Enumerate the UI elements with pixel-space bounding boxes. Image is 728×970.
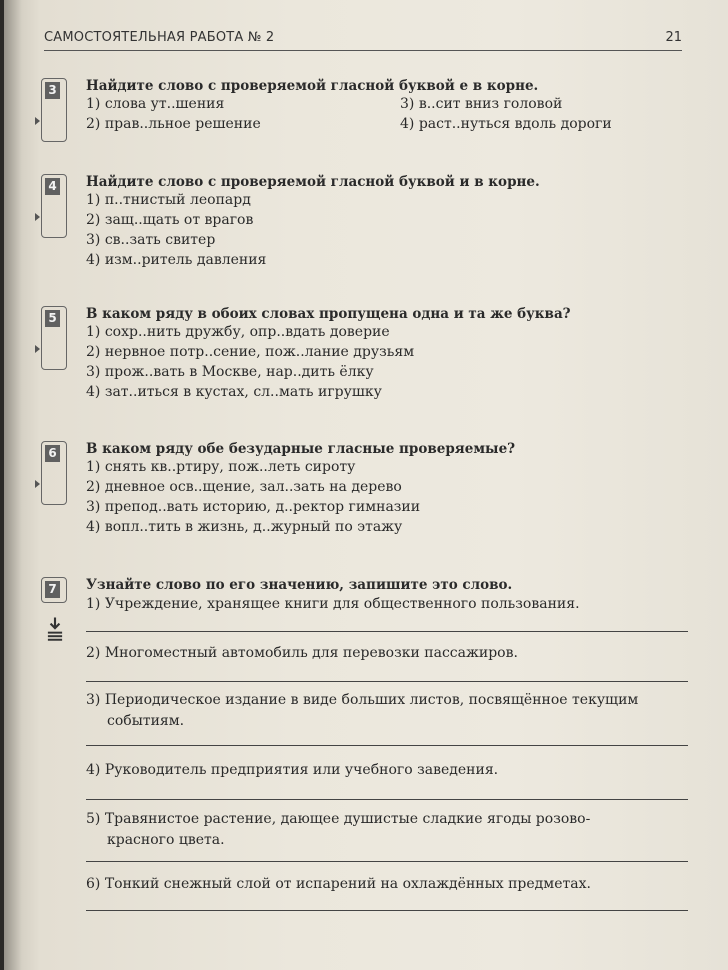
option: 4) вопл..тить в жизнь, д..журный по этажу bbox=[86, 519, 403, 535]
arrow-marker-icon bbox=[35, 117, 40, 125]
definition-text: 5) Травянистое растение, дающее душистые сладкие ягоды розово- bbox=[86, 811, 591, 827]
task-6 bbox=[38, 439, 688, 535]
task-3 bbox=[38, 76, 688, 146]
option: 1) сохр..нить дружбу, опр..вдать доверие bbox=[86, 324, 390, 340]
page bbox=[4, 0, 728, 970]
task-number-badge: 5 bbox=[45, 310, 60, 327]
option: 3) прож..вать в Москве, нар..дить ёлку bbox=[86, 364, 374, 380]
task-question: Найдите слово с проверяемой гласной буквой е в корне. bbox=[86, 78, 539, 94]
arrow-marker-icon bbox=[35, 213, 40, 221]
binding-shadow bbox=[4, 0, 22, 970]
definition-text: 4) Руководитель предприятия или учебного заведения. bbox=[86, 762, 499, 778]
option: 3) в..сит вниз головой bbox=[400, 96, 563, 112]
option: 2) защ..щать от врагов bbox=[86, 212, 254, 228]
answer-line[interactable] bbox=[86, 745, 688, 746]
option: 2) дневное осв..щение, зал..зать на дерево bbox=[86, 479, 402, 495]
task-question: Узнайте слово по его значению, запишите это слово. bbox=[86, 577, 513, 593]
header-title: САМОСТОЯТЕЛЬНАЯ РАБОТА № 2 bbox=[44, 30, 275, 45]
definition-text: 1) Учреждение, хранящее книги для общественного пользования. bbox=[86, 596, 580, 612]
task-7 bbox=[38, 575, 688, 920]
task-4 bbox=[38, 172, 688, 268]
definition-text: 3) Периодическое издание в виде больших листов, посвящённое текущим bbox=[86, 692, 639, 708]
option: 1) п..тнистый леопард bbox=[86, 192, 251, 208]
definition-text: 2) Многоместный автомобиль для перевозки пассажиров. bbox=[86, 645, 518, 661]
task-question: В каком ряду обе безударные гласные проверяемые? bbox=[86, 441, 516, 457]
task-number-badge: 6 bbox=[45, 445, 60, 462]
task-number-badge: 3 bbox=[45, 82, 60, 99]
option: 4) раст..нуться вдоль дороги bbox=[400, 116, 612, 132]
definition-text: 6) Тонкий снежный слой от испарений на охлаждённых предметах. bbox=[86, 876, 591, 892]
option: 3) препод..вать историю, д..ректор гимназии bbox=[86, 499, 421, 515]
option: 2) прав..льное решение bbox=[86, 116, 261, 132]
answer-line[interactable] bbox=[86, 799, 688, 800]
task-question: Найдите слово с проверяемой гласной буквой и в корне. bbox=[86, 174, 540, 190]
answer-line[interactable] bbox=[86, 861, 688, 862]
definition-text-cont: красного цвета. bbox=[107, 832, 225, 848]
task-number-badge: 4 bbox=[45, 178, 60, 195]
task-5 bbox=[38, 304, 688, 400]
answer-line[interactable] bbox=[86, 681, 688, 682]
option: 4) изм..ритель давления bbox=[86, 252, 267, 268]
running-header bbox=[44, 28, 682, 51]
arrow-marker-icon bbox=[35, 480, 40, 488]
answer-line[interactable] bbox=[86, 631, 688, 632]
option: 4) зат..иться в кустах, сл..мать игрушку bbox=[86, 384, 382, 400]
download-icon bbox=[47, 615, 63, 643]
option: 3) св..зать свитер bbox=[86, 232, 216, 248]
page-number: 21 bbox=[665, 30, 682, 45]
option: 2) нервное потр..сение, пож..лание друзьям bbox=[86, 344, 415, 360]
task-number-badge: 7 bbox=[45, 581, 60, 598]
option: 1) снять кв..ртиру, пож..леть сироту bbox=[86, 459, 356, 475]
option: 1) слова ут..шения bbox=[86, 96, 225, 112]
answer-line[interactable] bbox=[86, 910, 688, 911]
arrow-marker-icon bbox=[35, 345, 40, 353]
task-question: В каком ряду в обоих словах пропущена одна и та же буква? bbox=[86, 306, 571, 322]
definition-text-cont: событиям. bbox=[107, 713, 185, 729]
